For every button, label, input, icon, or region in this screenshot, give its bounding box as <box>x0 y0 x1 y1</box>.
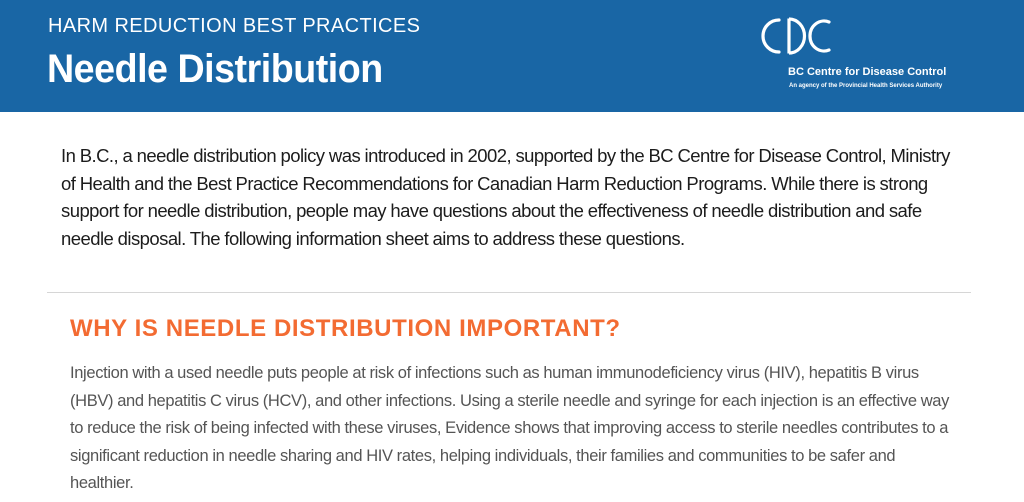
bccdc-logo <box>757 16 837 56</box>
intro-paragraph: In B.C., a needle distribution policy was introduced in 2002, supported by the BC Centre for Disease Control, Ministry of Health and the Best Practice Recommendations for Canadian Harm Reduction Programs. While there is strong support for needle distribution, people may have questions about the effectiveness of needle distribution and safe needle disposal. The following information sheet aims to address these questions. <box>61 145 950 249</box>
page-title: Needle Distribution <box>47 47 383 91</box>
section-heading: WHY IS NEEDLE DISTRIBUTION IMPORTANT? <box>70 315 621 342</box>
organization-name: BC Centre for Disease Control <box>788 66 947 78</box>
organization-tagline: An agency of the Provincial Health Services Authority <box>789 83 943 89</box>
logo-letter-d-bowl <box>789 19 804 53</box>
header-banner <box>0 0 1024 112</box>
section-body-paragraph: Injection with a used needle puts people at risk of infections such as human immunodeficiency virus (HIV), hepatitis B virus (HBV) and hepatitis C virus (HCV), and other infections. Using a sterile needle and syringe for each injection is an effective way to reduce the risk of being infected with these viruses, Evidence shows that improving access to sterile needles contributes to a significant reduction in needle sharing and HIV rates, helping individuals, their families and communities to be safer and healthier. <box>70 364 950 492</box>
logo-letter-c-left <box>763 20 779 52</box>
logo-letter-c-right <box>810 21 829 51</box>
series-label: HARM REDUCTION BEST PRACTICES <box>48 15 421 37</box>
section-divider <box>47 292 971 293</box>
